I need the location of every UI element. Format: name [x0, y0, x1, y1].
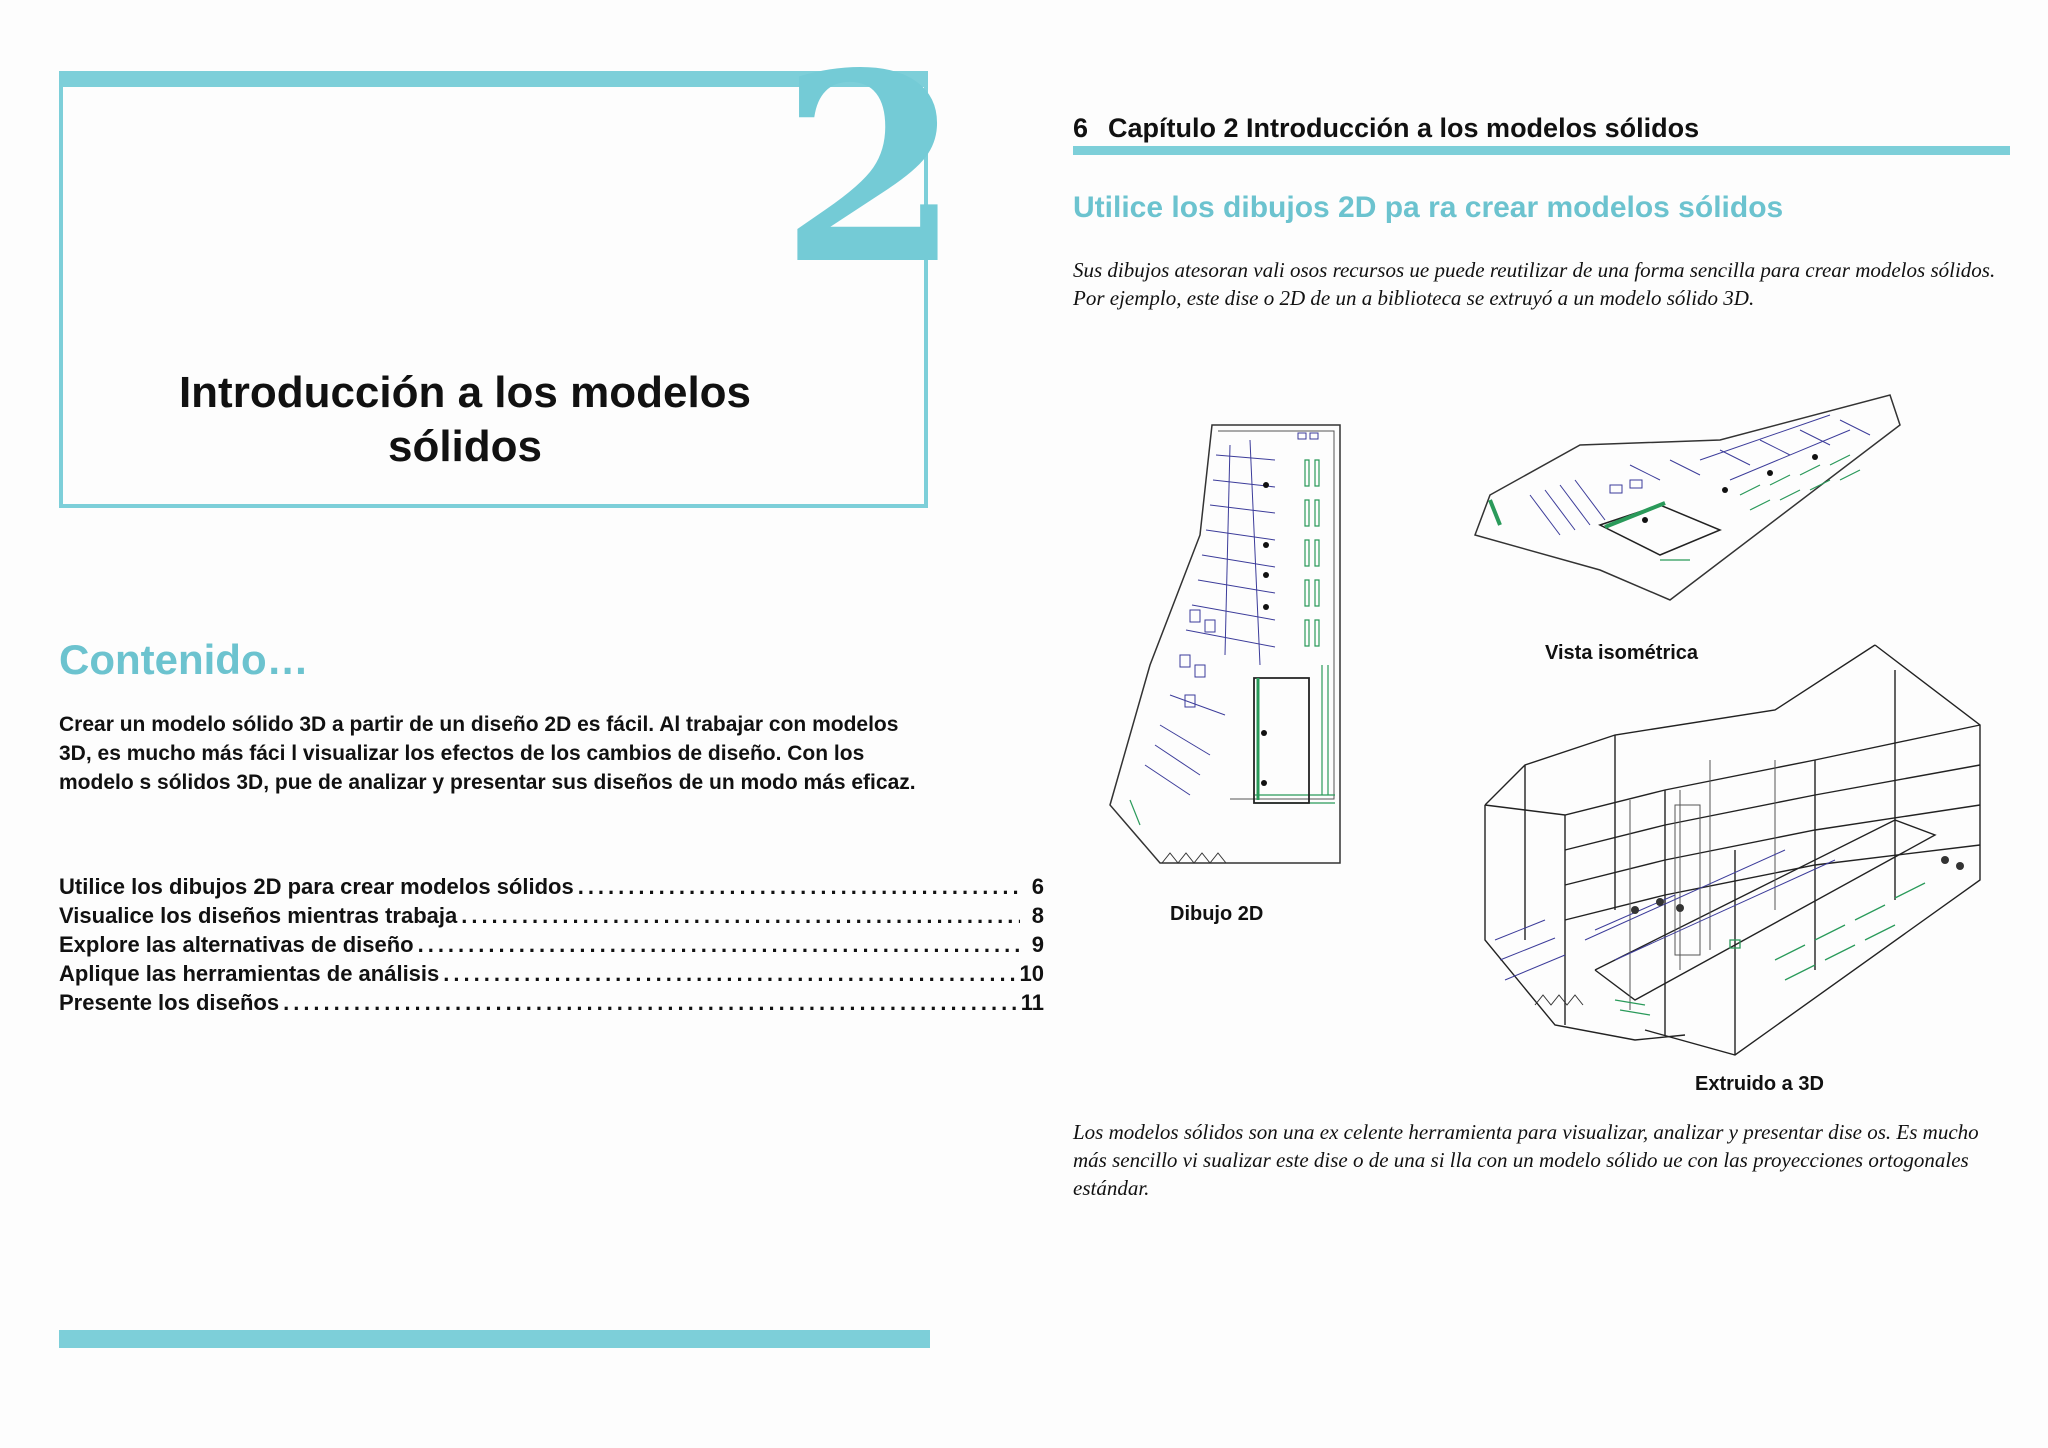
section-heading: Utilice los dibujos 2D pa ra crear modelos sólidos	[1073, 191, 1784, 224]
toc-entry-page: 6	[1031, 874, 1044, 899]
toc-entry-title: Aplique las herramientas de análisis	[59, 961, 440, 986]
toc-entry-title: Presente los diseños	[59, 990, 280, 1015]
chapter-title	[90, 366, 840, 474]
toc-entry-page: 10	[1019, 961, 1044, 986]
isometric-caption: Vista isométrica	[1545, 642, 1699, 664]
floor-plan-2d-drawing	[1100, 415, 1350, 875]
intro-paragraph: Crear un modelo sólido 3D a partir de un diseño 2D es fácil. Al trabajar con modelos 3D, es mucho más fáci l visualizar los efectos de los cambios de diseño. Con los modelo s sólidos 3D, pue de analizar y presentar sus diseños de un modo más eficaz.	[59, 713, 916, 794]
running-header-title: Capítulo 2 Introducción a los modelos sólidos	[1108, 113, 1700, 143]
header-rule	[1073, 146, 2010, 155]
contents-heading: Contenido…	[59, 636, 309, 683]
lead-paragraph: Sus dibujos atesoran vali osos recursos ue puede reutilizar de una forma sencilla para crear modelos sólidos. Por ejemplo, este dise o 2D de un a biblioteca se extruyó a un modelo sólido 3D.	[1073, 258, 1996, 310]
toc-entry[interactable]	[59, 874, 1044, 903]
isometric-view-drawing	[1470, 385, 1910, 635]
toc-entry[interactable]	[59, 961, 1044, 990]
toc-leader-dots	[283, 990, 1017, 1016]
closing-paragraph: Los modelos sólidos son una ex celente herramienta para visualizar, analizar y presentar dise os. Es mucho más sencillo vi sualizar este dise o de una si lla con un modelo sólido ue con las proyecciones ortogonales estándar.	[1073, 1120, 1979, 1200]
running-header	[1073, 113, 1699, 144]
extruded-caption: Extruido a 3D	[1695, 1073, 1824, 1095]
toc-leader-dots	[418, 932, 1020, 958]
toc-leader-dots	[461, 903, 1020, 929]
toc-entry-title: Utilice los dibujos 2D para crear modelos sólidos	[59, 874, 574, 899]
chapter-title-line1: Introducción a los modelos	[178, 368, 752, 417]
table-of-contents	[59, 874, 1044, 1019]
toc-entry-page: 8	[1031, 903, 1044, 928]
toc-entry[interactable]	[59, 990, 1044, 1019]
toc-entry-page: 11	[1020, 990, 1044, 1015]
toc-entry-title: Visualice los diseños mientras trabaja	[59, 903, 458, 928]
toc-leader-dots	[443, 961, 1015, 987]
toc-entry[interactable]	[59, 903, 1044, 932]
chapter-number: 2	[780, 17, 961, 322]
bottom-accent-bar	[59, 1330, 930, 1348]
drawing-2d-caption: Dibujo 2D	[1170, 903, 1264, 925]
page-number: 6	[1073, 113, 1089, 143]
toc-entry-title: Explore las alternativas de diseño	[59, 932, 414, 957]
extruded-3d-drawing	[1475, 640, 1985, 1070]
toc-entry-page: 9	[1031, 932, 1044, 957]
toc-leader-dots	[578, 874, 1020, 900]
toc-entry[interactable]	[59, 932, 1044, 961]
chapter-title-line2: sólidos	[387, 422, 543, 471]
